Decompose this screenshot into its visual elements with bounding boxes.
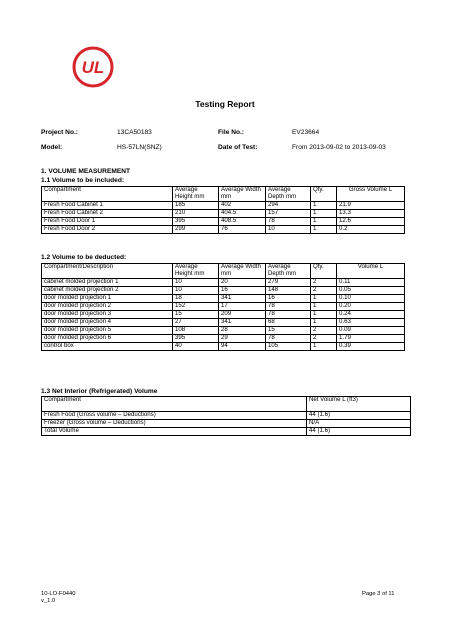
table-cell: 12.6 — [337, 218, 405, 226]
column-header: Compartment/Description — [42, 264, 173, 279]
column-header: Average Depth mm — [266, 187, 311, 202]
table-cell: Freezer (Gross volume – Deductions) — [42, 420, 307, 428]
column-header: Qty. — [311, 264, 337, 279]
table-cell: 1 — [311, 210, 337, 218]
table-cell: 16 — [219, 287, 266, 295]
table-cell: 299 — [173, 226, 219, 234]
table-cell: 108 — [173, 327, 219, 335]
table-cell: 395 — [173, 218, 219, 226]
table-cell: cabinet molded projection 1 — [42, 279, 173, 287]
table-cell: 341 — [219, 295, 266, 303]
table-cell: 294 — [266, 202, 311, 210]
table-cell: 2 — [311, 287, 337, 295]
file-no-value: EV23664 — [292, 129, 320, 136]
table-cell: N/A — [307, 420, 411, 428]
table-header-row — [42, 187, 405, 202]
included-heading: 1.1 Volume to be included: — [41, 177, 125, 184]
table-cell: 341 — [219, 319, 266, 327]
table-cell: Fresh Food (Gross volume – Deductions) — [42, 412, 307, 420]
table-header-row — [42, 264, 405, 279]
table-cell: 10 — [173, 287, 219, 295]
project-no-value: 13CA50183 — [117, 129, 152, 136]
table-cell: 1 — [311, 343, 337, 351]
column-header: Average Height mm — [173, 187, 219, 202]
table-cell: 0.63 — [337, 319, 405, 327]
form-version: v_1.0 — [41, 598, 56, 604]
table-cell: 1 — [311, 303, 337, 311]
report-title: Testing Report — [195, 99, 255, 109]
table-cell: 78 — [266, 335, 311, 343]
table-cell: 210 — [173, 210, 219, 218]
table-cell: 16 — [266, 295, 311, 303]
table-cell: door molded projection 1 — [42, 295, 173, 303]
table-cell: door molded projection 2 — [42, 303, 173, 311]
table-cell: 0.05 — [337, 287, 405, 295]
table-cell: 395 — [173, 335, 219, 343]
table-cell: Fresh Food Cabinet 2 — [42, 210, 173, 218]
table-cell: 105 — [266, 343, 311, 351]
table-header-row — [42, 397, 411, 412]
table-cell: 0.39 — [337, 343, 405, 351]
included-volume-table — [41, 186, 405, 234]
model-value: HS-57LN(SNZ) — [117, 144, 162, 151]
date-label: Date of Test: — [218, 144, 258, 151]
column-header: Average Width mm — [219, 187, 266, 202]
table-cell: 185 — [173, 202, 219, 210]
table-cell: 78 — [266, 311, 311, 319]
column-header: Gross Volume L — [337, 187, 405, 202]
table-cell: 279 — [266, 279, 311, 287]
net-volume-table — [41, 396, 411, 436]
table-cell: 2 — [311, 327, 337, 335]
table-cell: 2 — [311, 335, 337, 343]
table-row — [42, 420, 411, 428]
table-cell: 0.2 — [337, 226, 405, 234]
table-cell: 1 — [311, 226, 337, 234]
table-cell: 27 — [173, 319, 219, 327]
table-cell: 0.20 — [337, 303, 405, 311]
table-cell: 0.10 — [337, 295, 405, 303]
table-cell: 148 — [266, 287, 311, 295]
page-number: Page 3 of 11 — [362, 591, 395, 597]
table-cell: 94 — [219, 343, 266, 351]
table-cell: 20 — [219, 279, 266, 287]
table-cell: 76 — [219, 226, 266, 234]
table-cell: 152 — [173, 303, 219, 311]
table-cell: 78 — [266, 218, 311, 226]
table-cell: 0.09 — [337, 327, 405, 335]
volume-measurement-heading: 1. VOLUME MEASUREMENT — [41, 168, 131, 175]
table-cell: 10 — [173, 279, 219, 287]
table-cell: door molded projection 4 — [42, 319, 173, 327]
table-row — [42, 343, 405, 351]
date-value: From 2013-09-02 to 2013-09-03 — [292, 144, 386, 151]
table-cell: 404.5 — [219, 210, 266, 218]
table-cell: 13.3 — [337, 210, 405, 218]
column-header: Volume L — [337, 264, 405, 279]
table-cell: 1 — [311, 295, 337, 303]
form-number: 10-LO-F0440 — [41, 591, 76, 597]
table-row — [42, 428, 411, 436]
column-header: Compartment — [42, 397, 307, 412]
table-cell: 29 — [219, 335, 266, 343]
table-cell: 1 — [311, 218, 337, 226]
table-cell: 40 — [173, 343, 219, 351]
table-cell: 15 — [266, 327, 311, 335]
table-cell: 15 — [173, 311, 219, 319]
table-cell: 68 — [266, 319, 311, 327]
table-cell: door molded projection 3 — [42, 311, 173, 319]
table-row — [42, 226, 405, 234]
table-cell: 21.9 — [337, 202, 405, 210]
column-header: Average Width mm — [219, 264, 266, 279]
net-volume-heading: 1.3 Net Interior (Refrigerated) Volume — [41, 388, 158, 395]
deducted-volume-table — [41, 263, 405, 351]
table-cell: Fresh Food Door 1 — [42, 218, 173, 226]
table-cell: 0.11 — [337, 279, 405, 287]
deducted-heading: 1.2 Volume to be deducted: — [41, 254, 127, 261]
table-cell: control box — [42, 343, 173, 351]
table-cell: 10 — [266, 226, 311, 234]
table-cell: 2 — [311, 279, 337, 287]
ul-logo-text: UL — [81, 58, 105, 77]
table-cell: 209 — [219, 311, 266, 319]
table-cell: 17 — [219, 303, 266, 311]
table-cell: 408.5 — [219, 218, 266, 226]
column-header: Average Height mm — [173, 264, 219, 279]
table-cell: Fresh Food Door 2 — [42, 226, 173, 234]
model-label: Model: — [41, 144, 63, 151]
table-cell: 18 — [173, 295, 219, 303]
table-cell: 1 — [311, 311, 337, 319]
column-header: Average Depth mm — [266, 264, 311, 279]
table-cell: 1 — [311, 202, 337, 210]
table-cell: 78 — [266, 303, 311, 311]
table-cell: 157 — [266, 210, 311, 218]
table-cell: 0.24 — [337, 311, 405, 319]
project-no-label: Project No.: — [41, 129, 79, 136]
column-header: Net Volume L (ft3) — [307, 397, 411, 412]
table-cell: 44 (1.6) — [307, 412, 411, 420]
column-header: Qty. — [311, 187, 337, 202]
table-cell: Total Volume — [42, 428, 307, 436]
ul-logo — [72, 46, 114, 88]
table-cell: 44 (1.6) — [307, 428, 411, 436]
table-cell: Fresh Food Cabinet 1 — [42, 202, 173, 210]
table-cell: 1 — [311, 319, 337, 327]
table-cell: door molded projection 6 — [42, 335, 173, 343]
column-header: Compartment — [42, 187, 173, 202]
table-cell: 28 — [219, 327, 266, 335]
file-no-label: File No.: — [218, 129, 245, 136]
table-cell: 1.79 — [337, 335, 405, 343]
table-cell: 402 — [219, 202, 266, 210]
table-cell: cabinet molded projection 2 — [42, 287, 173, 295]
table-cell: door molded projection 5 — [42, 327, 173, 335]
